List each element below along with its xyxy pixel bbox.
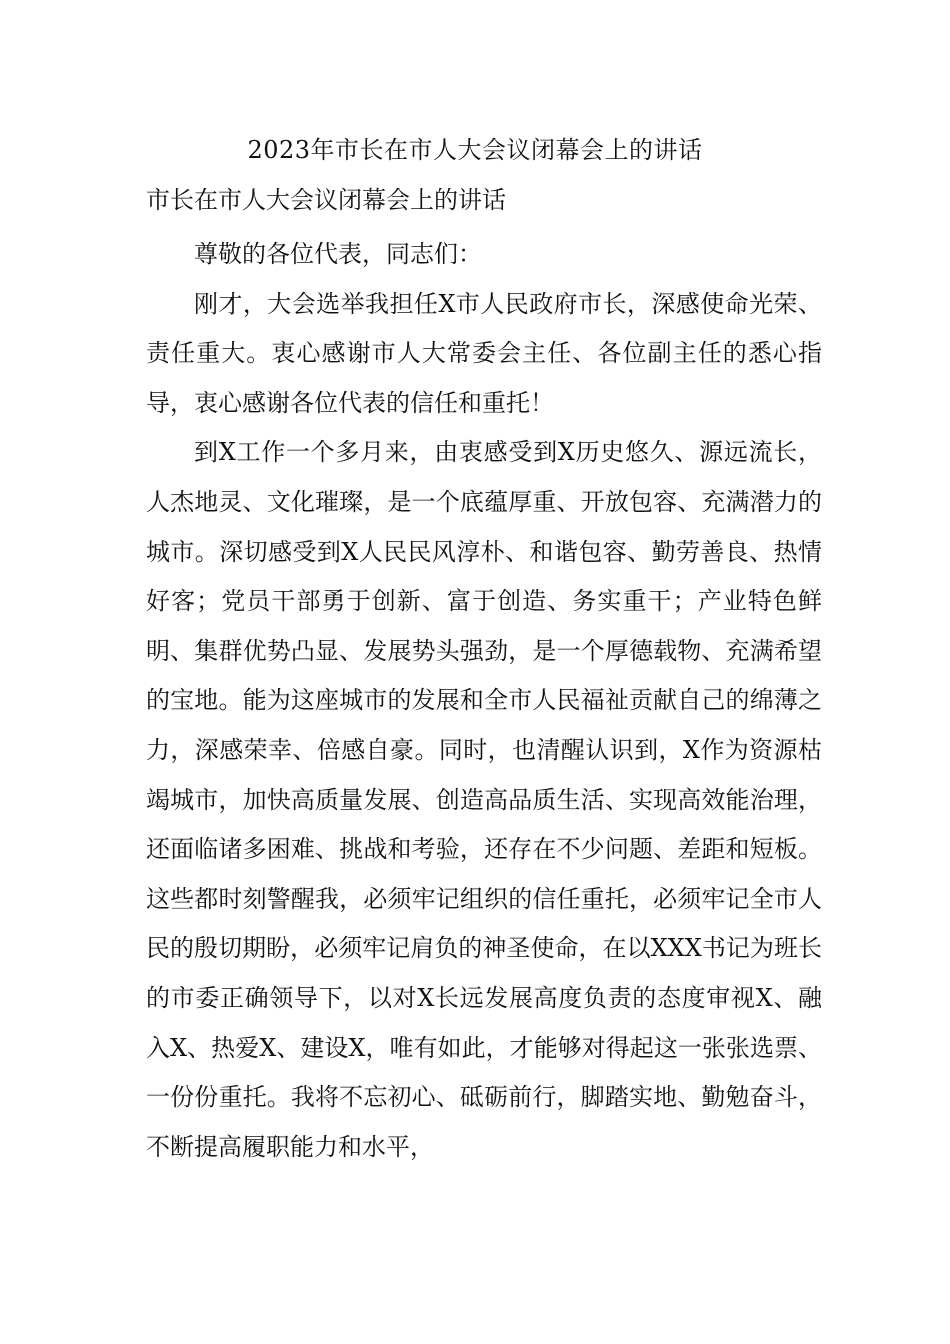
paragraph-election: 刚才，大会选举我担任X市人民政府市长，深感使命光荣、责任重大。衷心感谢市人大常委会主任、各位副主任的悉心指导，衷心感谢各位代表的信任和重托！ xyxy=(146,289,822,417)
paragraph-work-impressions: 到X工作一个多月来，由衷感受到X历史悠久、源远流长，人杰地灵、文化璀璨，是一个底蕴厚重、开放包容、充满潜力的城市。深切感受到X人民民风淳朴、和谐包容、勤劳善良、热情好客；党员干部勇于创新、富于创造、务实重干；产业特色鲜明、集群优势凸显、发展势头强劲，是一个厚德载物、充满希望的宝地。能为这座城市的发展和全市人民福祉贡献自己的绵薄之力，深感荣幸、倍感自豪。同时，也清醒认识到，X作为资源枯竭城市，加快高质量发展、创造高品质生活、实现高效能治理，还面临诸多困难、挑战和考验，还存在不少问题、差距和短板。这些都时刻警醒我，必须牢记组织的信任重托，必须牢记全市人民的殷切期盼，必须牢记肩负的神圣使命，在以XXX书记为班长的市委正确领导下，以对X长远发展高度负责的态度审视X、融入X、热爱X、建设X，唯有如此，才能够对得起这一张张选票、一份份重托。我将不忘初心、砥砺前行，脚踏实地、勤勉奋斗，不断提高履职能力和水平， xyxy=(146,438,822,1161)
document-title: 2023年市长在市人大会议闭幕会上的讲话 xyxy=(247,136,703,164)
document-body xyxy=(146,230,822,1172)
paragraph-greeting: 尊敬的各位代表，同志们： xyxy=(194,240,482,268)
document-subtitle: 市长在市人大会议闭幕会上的讲话 xyxy=(146,186,506,214)
